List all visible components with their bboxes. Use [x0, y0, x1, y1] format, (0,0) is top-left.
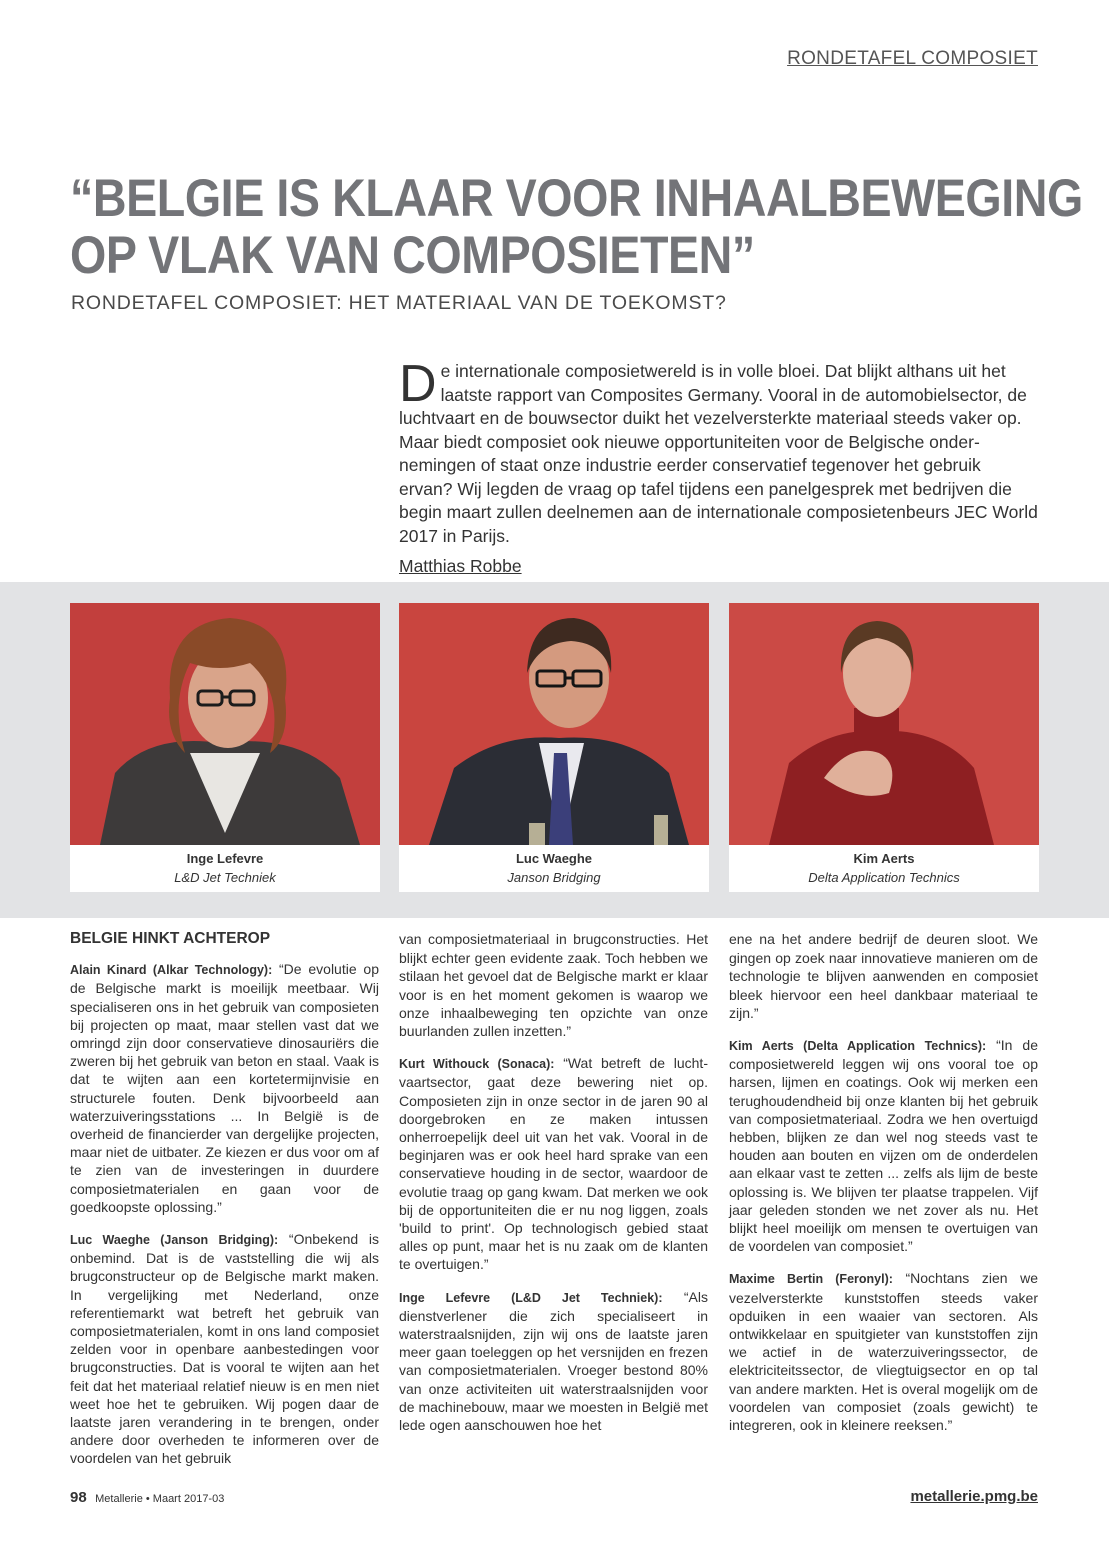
article-column-2 [399, 930, 708, 1448]
paragraph-text: van composietmateriaal in brugconstructies. Het blijkt echter geen evidente zaak. Toch hebben we stilaan het gevoel dat de Belgische markt er klaar voor is en het moment gekomen is waarop we onze inhaalbeweging ten opzichte van onze buurlanden zullen inzetten.” [399, 931, 708, 1040]
headline-line-2: OP VLAK VAN COMPOSIETEN” [70, 226, 755, 285]
section-label: RONDETAFEL COMPOSIET [787, 48, 1038, 69]
paragraph-text: “Wat betreft de luchtvaartsector, gaat deze bewering niet op. Composieten zijn in onze sector in de jaren 90 al doorgebroken en ze maken intussen onherroepelijk deel uit van het vak. Vooral in de beginjaren was er ook heel hard sprake van een conservatieve houding in de sector, waardoor de evolutie traag op gang kwam. Dat merken we ook bij de opportuniteiten die er nu nog liggen, zoals 'build to print'. Op technologisch gebied staat alles op punt, maar het is nu zaak om de klanten te overtuigen.” [399, 1055, 708, 1273]
paragraph-text: ene na het andere bedrijf de deuren sloot. We gingen op zoek naar innovatieve manieren om de technologie te blijven aanwenden en composiet bleek hiervoor een heel dankbaar materiaal te zijn.” [729, 931, 1038, 1021]
drop-cap: D [399, 355, 437, 413]
portrait-photo-1 [70, 603, 380, 845]
headline-line-1: “BELGIE IS KLAAR VOOR INHAALBEWEGING [70, 169, 1083, 228]
article-heading: BELGIE HINKT ACHTEROP [70, 930, 271, 947]
website-link[interactable]: metallerie.pmg.be [910, 1488, 1038, 1505]
person-card-3 [729, 603, 1039, 892]
portrait-photo-2 [399, 603, 709, 845]
headline [70, 169, 1083, 285]
paragraph [729, 1269, 1038, 1434]
person-company: Janson Bridging [507, 870, 601, 885]
author-byline[interactable]: Matthias Robbe [399, 556, 522, 576]
speaker-name: Maxime Bertin (Feronyl): [729, 1272, 893, 1287]
speaker-name: Kurt Withouck (Sonaca): [399, 1057, 555, 1072]
paragraph-text: “In de composietwereld leggen wij ons vooral toe op harsen, lijmen en coatings. Ook wij merken een terughoudendheid bij onze klanten bij het gebruik van composietmateriaal. Zodra we hen overtuigd hebben, blijken ze dan wel nog steeds vast te houden aan bouten en vijzen om de onderdelen aan elkaar vast te zetten ... zelfs als lijm de beste oplossing is. We blijven ter plaatse trappelen. Vijf jaar geleden stonden we net zover als nu. Het blijkt heel moeilijk om mensen te overtuigen van de voordelen van composiet.” [729, 1037, 1038, 1255]
portrait-photo-3 [729, 603, 1039, 845]
paragraph [399, 1288, 708, 1435]
article-column-1 [70, 930, 379, 1482]
speaker-name: Alain Kinard (Alkar Technology): [70, 963, 273, 978]
intro-text: e internationale composietwereld is in volle bloei. Dat blijkt althans uit het laatste rapport van Composites Germany. Vooral in de automobielsector, de luchtvaart en de bouwsector duikt het vezelversterkte materiaal steeds vaker op. Maar biedt composiet ook nieuwe opportuniteiten voor de Belgische ondernemingen of staat onze industrie eerder conservatief tegenover het gebruik ervan? Wij legden de vraag op tafel tijdens een panelgesprek met bedrijven die begin maart zullen deelnemen aan de internationale composietenbeurs JEC World 2017 in Parijs. [399, 361, 1038, 546]
subheadline: RONDETAFEL COMPOSIET: HET MATERIAAL VAN DE TOEKOMST? [71, 292, 727, 314]
footer-left [70, 1489, 224, 1507]
paragraph-text: “Als dienstverlener die zich specialiseert in waterstraalsnijden, zijn wij ons de laatste jaren meer gaan toeleggen op het versnijden en frezen van composietmaterialen. Vroeger bestond 80% van onze activiteiten uit waterstraalsnijden voor de machinebouw, maar we moesten in België met lede ogen aanschouwen hoe het [399, 1288, 709, 1434]
speaker-name: Luc Waeghe (Janson Bridging): [70, 1233, 279, 1248]
article-column-3 [729, 930, 1038, 1448]
person-card-2 [399, 603, 709, 892]
paragraph [399, 1054, 708, 1273]
person-name: Luc Waeghe [515, 851, 593, 866]
paragraph [70, 960, 379, 1216]
speaker-name: Inge Lefevre (L&D Jet Techniek): [399, 1290, 663, 1305]
paragraph [729, 1036, 1038, 1255]
person-name: Inge Lefevre [186, 851, 264, 866]
page-number: 98 [70, 1489, 87, 1506]
speaker-name: Kim Aerts (Delta Application Technics): [729, 1039, 987, 1054]
person-name: Kim Aerts [853, 851, 915, 866]
paragraph-text: “Nochtans zien we vezelversterkte kunststoffen steeds vaker opduiken in een waaier van sectoren. Als ontwikkelaar en spuitgieter van kunststoffen zijn we actief in de waterzuiveringssector, de elektriciteitssector, de vliegtuigsector en op tal van andere markten. Het is overal mogelijk om de voordelen van composiet (zoals gewicht) te integreren, ook in kleinere reeksen.” [729, 1270, 1038, 1434]
paragraph-text: “Onbekend is onbemind. Dat is de vaststelling die wij als brugconstructeur op de Belgische markt maken. In vergelijking met Nederland, onze referentiemarkt wat betreft het gebruik van composietmaterialen, komt in ons land composiet zelden voor in openbare aanbestedingen voor brugconstructies. Dat is vooral te wijten aan het feit dat het materiaal relatief nieuw is en men niet weet hoe het te gebruiken. Wij pogen daar de laatste jaren verandering in te brengen, onder andere door overheden te informeren over de voordelen van het gebruik [70, 1231, 379, 1467]
paragraph [729, 930, 1038, 1022]
person-company: L&D Jet Techniek [174, 870, 276, 885]
paragraph-text: “De evolutie op de Belgische markt is moeilijk meetbaar. Wij specialiseren ons in het gebruik van composieten bij projecten op maat, maar stellen vast dat we omringd zijn door conservatieve dinosauriërs die zweren bij het gebruik van beton en staal. Vaak is dat te wijten aan een kortetermijnvisie en structurele fouten. Denk bijvoorbeeld aan waterzuiveringsstations ... In België is de overheid de financierder van dergelijke projecten, maar niet de uitbater. Ze kiezen er dus voor om af te zien van de investeringen in duurdere composietmaterialen en gaan voor de goedkoopste oplossing.” [70, 961, 379, 1215]
intro-paragraph [399, 355, 1039, 548]
person-card-1 [70, 603, 380, 892]
paragraph [70, 1230, 379, 1468]
publication-info: Metallerie • Maart 2017-03 [95, 1493, 225, 1505]
paragraph [399, 930, 708, 1040]
person-company: Delta Application Technics [808, 870, 960, 885]
